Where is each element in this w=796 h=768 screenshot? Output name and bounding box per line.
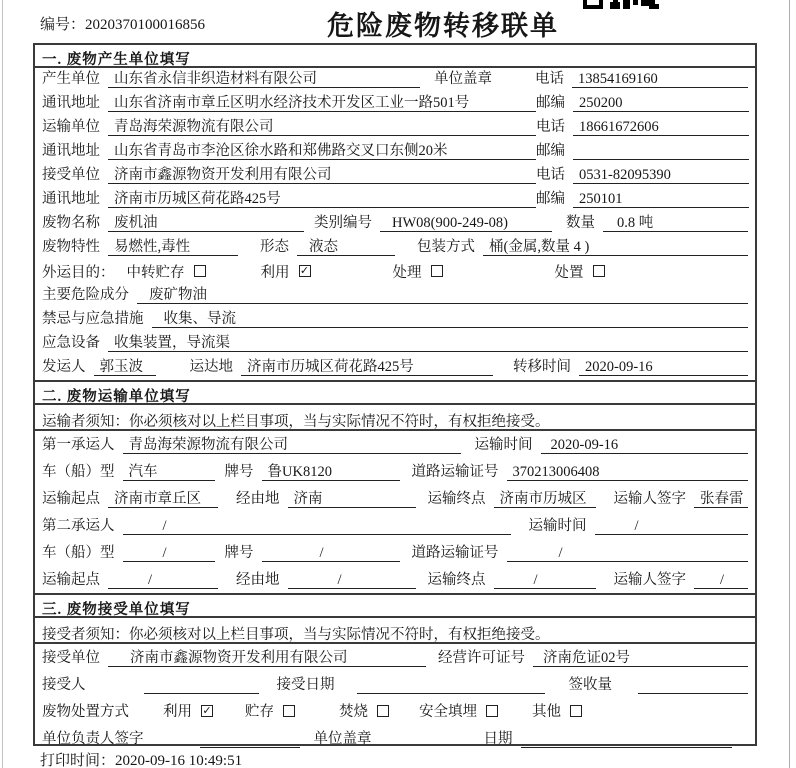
purpose-label: 外运目的： — [42, 264, 115, 281]
end1-field: 济南市历城区 — [494, 490, 596, 508]
section3-notice: 接受者须知：你必须核对以上栏目事项，当与实际情况不符时，有权拒绝接受。 — [35, 618, 755, 644]
shipper-label: 发运人 — [42, 359, 86, 375]
accept-date-label: 接受日期 — [276, 677, 335, 693]
section1-header: 一. 废物产生单位填写 — [35, 45, 755, 68]
waste-trait-row — [35, 236, 755, 260]
receiver-zip-label: 邮编 — [536, 191, 565, 207]
purpose-row — [35, 260, 755, 284]
producer-addr-label: 通讯地址 — [42, 95, 100, 111]
purpose-option-treat-label: 处理 — [392, 264, 422, 281]
taboo-row — [35, 308, 755, 332]
receiver-zip-group — [536, 187, 749, 208]
producer-seal-label: 单位盖章 — [434, 71, 492, 87]
disposal-option-storage-label: 贮存 — [245, 704, 274, 720]
producer-address-row — [35, 92, 755, 116]
vehicle1-field: 汽车 — [123, 463, 215, 481]
waste-name-field: 废机油 — [108, 214, 304, 232]
form-label: 形态 — [260, 239, 289, 255]
doc-number-value: 2020370100016856 — [85, 17, 206, 33]
shipper-field: 郭玉波 — [94, 358, 156, 376]
producer-row — [35, 68, 755, 92]
route1-row — [35, 485, 755, 512]
leader-sign-field — [200, 730, 300, 748]
origin2-label: 运输起点 — [42, 572, 100, 588]
disposal-option-other-checkbox — [570, 705, 582, 717]
purpose-option-dispose-checkbox — [593, 265, 605, 277]
producer-zip-field: 250200 — [573, 94, 749, 112]
carrier2-label: 第二承运人 — [42, 518, 115, 534]
producer-phone-field: 13854169160 — [572, 70, 748, 88]
pack-label: 包装方式 — [417, 239, 475, 255]
carrier1-time-field: 2020-09-16 — [541, 436, 749, 454]
disposal-option-incinerate-label: 焚烧 — [339, 704, 368, 720]
date-field — [521, 730, 733, 748]
purpose-option-utilize — [261, 261, 311, 282]
plate1-label: 牌号 — [224, 464, 254, 480]
producer-phone-label: 电话 — [535, 71, 564, 87]
transporter-zip-field — [573, 142, 749, 160]
acceptor-row — [35, 671, 755, 698]
sign2-field: / — [694, 571, 748, 589]
equip-field: 收集装置，导流渠 — [108, 334, 748, 352]
license-field: 济南危证02号 — [533, 649, 748, 667]
transporter-row — [35, 116, 755, 140]
receiver-zip-field: 250101 — [573, 190, 749, 208]
receiver-addr-label: 通讯地址 — [42, 191, 100, 207]
vehicle2-label: 车（船）型 — [42, 545, 115, 561]
receiver-address-row — [35, 188, 755, 212]
vehicle1-row — [35, 458, 755, 485]
via1-label: 经由地 — [236, 491, 280, 507]
via2-field: / — [288, 571, 416, 589]
accept-date-field — [357, 676, 545, 694]
category-field: HW08(900-249-08) — [380, 214, 552, 232]
disposal-option-incinerate — [339, 700, 389, 721]
transporter-zip-label: 邮编 — [536, 143, 565, 159]
trait-field: 易燃性,毒性 — [108, 238, 238, 256]
transporter-phone-group — [536, 115, 749, 136]
accept-unit-field: 济南市鑫源物资开发利用有限公司 — [108, 649, 426, 667]
disposal-label: 废物处置方式 — [42, 704, 129, 720]
manifest-form — [33, 43, 757, 746]
doc-number-label: 编号： — [40, 17, 86, 33]
category-label: 类别编号 — [314, 215, 372, 231]
sign1-field: 张春雷 — [694, 490, 748, 508]
carrier1-field: 青岛海荣源物流有限公司 — [123, 436, 461, 454]
disposal-option-other-label: 其他 — [532, 704, 561, 720]
producer-name-field: 山东省永信非织造材料有限公司 — [108, 70, 420, 88]
receiver-row — [35, 164, 755, 188]
plate1-field: 鲁UK8120 — [262, 463, 400, 481]
transporter-name-field: 青岛海荣源物流有限公司 — [108, 118, 536, 136]
print-time-label: 打印时间： — [40, 753, 116, 768]
qty-label: 数量 — [566, 215, 595, 231]
transporter-zip-group — [536, 139, 749, 160]
section2-header: 二. 废物运输单位填写 — [35, 380, 755, 405]
transfer-time-label: 转移时间 — [513, 359, 571, 375]
carrier1-label: 第一承运人 — [42, 437, 115, 453]
received-qty-field — [638, 676, 748, 694]
disposal-row — [35, 698, 755, 725]
section3-header: 三. 废物接受单位填写 — [35, 593, 755, 618]
pack-field: 桶(金属,数量 4 ) — [483, 238, 748, 256]
transporter-addr-field: 山东省青岛市李沧区徐水路和郑佛路交叉口东侧20米 — [108, 142, 536, 160]
via2-label: 经由地 — [236, 572, 280, 588]
receiver-addr-field: 济南市历城区荷花路425号 — [108, 190, 536, 208]
carrier2-time-label: 运输时间 — [528, 518, 587, 534]
disposal-option-incinerate-checkbox — [377, 705, 389, 717]
dest-field: 济南市历城区荷花路425号 — [241, 358, 493, 376]
plate2-label: 牌号 — [224, 545, 254, 561]
transfer-time-field: 2020-09-16 — [579, 358, 748, 376]
carrier2-row — [35, 512, 755, 539]
carrier2-time-field: / — [595, 517, 749, 535]
unit-seal-label: 单位盖章 — [313, 731, 372, 747]
receiver-phone-field: 0531-82095390 — [573, 166, 749, 184]
vehicle1-label: 车（船）型 — [42, 464, 115, 480]
purpose-option-utilize-label: 利用 — [260, 264, 290, 281]
purpose-option-dispose-label: 处置 — [554, 264, 584, 281]
scan-edge-left — [2, 0, 3, 768]
taboo-label: 禁忌与应急措施 — [42, 311, 144, 327]
receiver-phone-label: 电话 — [536, 167, 565, 183]
form-field: 液态 — [297, 238, 395, 256]
road-permit2-label: 道路运输证号 — [411, 545, 499, 561]
page-title: 危险废物转移联单 — [327, 11, 559, 41]
receiver-label: 接受单位 — [42, 167, 100, 183]
origin1-label: 运输起点 — [42, 491, 100, 507]
qr-code-remnant-icon — [583, 0, 665, 9]
purpose-option-transfer-storage-checkbox — [194, 265, 206, 277]
dest-label: 运达地 — [189, 359, 233, 375]
disposal-option-landfill — [419, 700, 498, 721]
vehicle2-field: / — [123, 544, 215, 562]
carrier1-row — [35, 431, 755, 458]
disposal-option-landfill-label: 安全填埋 — [419, 704, 477, 720]
purpose-option-treat — [393, 261, 443, 282]
disposal-option-landfill-checkbox — [486, 705, 498, 717]
hazard-row — [35, 284, 755, 308]
purpose-option-treat-checkbox — [431, 265, 443, 277]
disposal-option-utilize — [163, 700, 213, 721]
section2-notice: 运输者须知：你必须核对以上栏目事项，当与实际情况不符时，有权拒绝接受。 — [35, 405, 755, 431]
route2-row — [35, 566, 755, 593]
via1-field: 济南 — [288, 490, 416, 508]
producer-addr-field: 山东省济南市章丘区明水经济技术开发区工业一路501号 — [108, 94, 536, 112]
receiver-name-field: 济南市鑫源物资开发利用有限公司 — [108, 166, 536, 184]
carrier2-field: / — [123, 517, 511, 535]
accept-unit-row — [35, 644, 755, 671]
producer-zip-group — [536, 91, 749, 112]
road-permit1-field: 370213006408 — [507, 463, 749, 481]
accept-unit-label: 接受单位 — [42, 650, 100, 666]
date-label: 日期 — [483, 731, 513, 747]
sign2-label: 运输人签字 — [613, 572, 686, 588]
print-time — [40, 749, 242, 768]
leader-sign-row — [35, 725, 755, 752]
trait-label: 废物特性 — [42, 239, 100, 255]
hazard-label: 主要危险成分 — [42, 287, 129, 303]
end1-label: 运输终点 — [427, 491, 486, 507]
disposal-option-utilize-label: 利用 — [163, 704, 192, 720]
print-time-value: 2020-09-16 10:49:51 — [115, 753, 243, 768]
equip-label: 应急设备 — [42, 335, 100, 351]
equip-row — [35, 332, 755, 356]
disposal-option-utilize-checkbox: ✓ — [202, 704, 212, 717]
road-permit1-label: 道路运输证号 — [411, 464, 499, 480]
leader-sign-label: 单位负责人签字 — [42, 731, 144, 747]
waste-name-label: 废物名称 — [42, 215, 100, 231]
producer-zip-label: 邮编 — [536, 95, 565, 111]
purpose-option-transfer-storage — [127, 261, 206, 282]
disposal-option-storage-checkbox — [283, 705, 295, 717]
disposal-option-other — [532, 700, 582, 721]
waste-name-row — [35, 212, 755, 236]
received-qty-label: 签收量 — [568, 677, 612, 693]
purpose-option-transfer-storage-label: 中转贮存 — [126, 264, 185, 281]
transporter-phone-field: 18661672606 — [573, 118, 749, 136]
producer-label: 产生单位 — [42, 71, 100, 87]
receiver-phone-group — [536, 163, 749, 184]
vehicle2-row — [35, 539, 755, 566]
license-label: 经营许可证号 — [438, 650, 525, 666]
disposal-option-storage — [245, 700, 295, 721]
origin1-field: 济南市章丘区 — [108, 490, 218, 508]
plate2-field: / — [262, 544, 400, 562]
transporter-address-row — [35, 140, 755, 164]
purpose-option-utilize-checkbox: ✓ — [299, 265, 310, 277]
acceptor-field — [144, 676, 259, 694]
road-permit2-field: / — [507, 544, 749, 562]
transporter-phone-label: 电话 — [536, 119, 565, 135]
producer-phone-group — [535, 67, 748, 88]
qty-field: 0.8 吨 — [603, 214, 748, 232]
sign1-label: 运输人签字 — [613, 491, 686, 507]
origin2-field: / — [108, 571, 218, 589]
hazard-field: 废矿物油 — [137, 286, 748, 304]
purpose-option-dispose — [555, 261, 605, 282]
scan-edge-right — [789, 0, 790, 768]
end2-label: 运输终点 — [427, 572, 486, 588]
transporter-addr-label: 通讯地址 — [42, 143, 100, 159]
carrier1-time-label: 运输时间 — [474, 437, 533, 453]
transporter-label: 运输单位 — [42, 119, 100, 135]
acceptor-label: 接受人 — [42, 677, 86, 693]
end2-field: / — [494, 571, 596, 589]
shipper-row — [35, 356, 755, 380]
taboo-field: 收集、导流 — [152, 310, 749, 328]
